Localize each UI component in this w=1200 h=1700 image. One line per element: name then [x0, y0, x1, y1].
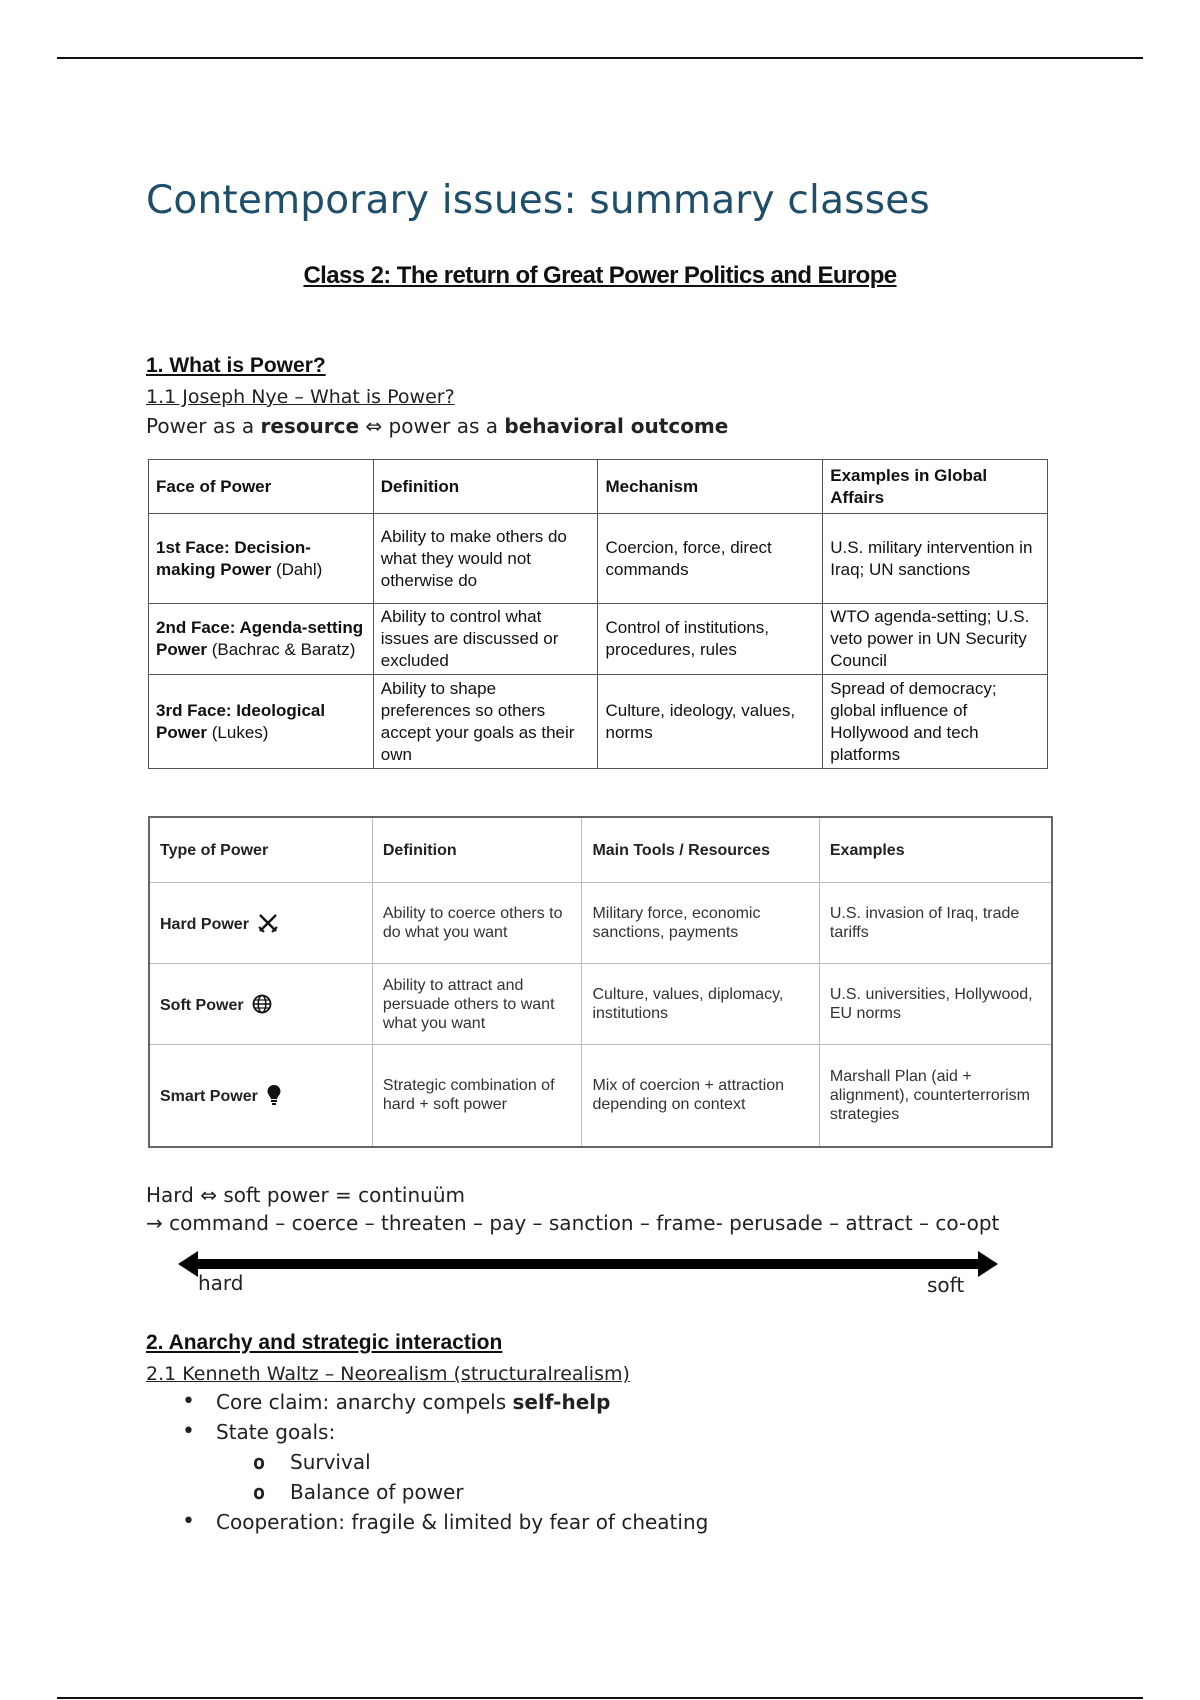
face-author: (Dahl) [271, 559, 323, 579]
power-type-cell [149, 964, 372, 1045]
section-2-heading: 2. Anarchy and strategic interaction [146, 1331, 503, 1354]
bullet-marker: • [182, 1509, 195, 1534]
power-type-name: Hard Power [160, 916, 249, 933]
section-2-1-subheading: 2.1 Kenneth Waltz – Neorealism (structuralrealism) [146, 1363, 630, 1385]
header-mechanism: Mechanism [598, 460, 823, 514]
definition-cell: Ability to shape preferences so others accept your goals as their own [373, 675, 598, 769]
text-bold-self-help: self-help [512, 1390, 611, 1414]
continuum-line: Hard ⇔ soft power = continuüm [146, 1183, 465, 1207]
header-examples: Examples [819, 817, 1052, 883]
table-row [149, 604, 1048, 675]
class-heading: Class 2: The return of Great Power Politics and Europe [303, 262, 897, 289]
mechanism-cell: Control of institutions, procedures, rules [598, 604, 823, 675]
bullet-marker: • [182, 1419, 195, 1444]
definition-cell: Ability to control what issues are discussed or excluded [373, 604, 598, 675]
tools-cell: Culture, values, diplomacy, institutions [582, 964, 819, 1045]
power-type-cell [149, 883, 372, 964]
definition-cell: Ability to attract and persuade others to want what you want [372, 964, 582, 1045]
header-type-of-power: Type of Power [149, 817, 372, 883]
hard-label: hard [198, 1271, 244, 1295]
document-title: Contemporary issues: summary classes [146, 178, 930, 223]
examples-cell: U.S. military intervention in Iraq; UN sanctions [823, 514, 1048, 604]
face-name: 1st Face: Decision-making Power [156, 537, 311, 579]
text-fragment: ⇔ power as a [359, 414, 505, 438]
face-author: (Lukes) [207, 722, 269, 742]
mechanism-cell: Coercion, force, direct commands [598, 514, 823, 604]
sub-bullet-marker: o [253, 1480, 266, 1504]
examples-cell: WTO agenda-setting; U.S. veto power in UN Security Council [823, 604, 1048, 675]
definition-cell: Ability to coerce others to do what you want [372, 883, 582, 964]
sub-bullet-marker: o [253, 1450, 266, 1474]
header-face-of-power: Face of Power [149, 460, 374, 514]
hard-soft-arrow [178, 1249, 998, 1279]
text-bold-resource: resource [260, 414, 360, 438]
text-fragment: Power as a [146, 414, 261, 438]
header-definition: Definition [372, 817, 582, 883]
section-1-heading: 1. What is Power? [146, 354, 326, 377]
header-examples: Examples in Global Affairs [823, 460, 1048, 514]
faces-of-power-table [148, 459, 1048, 769]
power-type-cell [149, 1045, 372, 1147]
definition-cell: Strategic combination of hard + soft power [372, 1045, 582, 1147]
header-definition: Definition [373, 460, 598, 514]
power-definition-line [146, 414, 728, 438]
bottom-rule [57, 1697, 1143, 1699]
bullet-text: State goals: [216, 1420, 336, 1444]
table-row [149, 514, 1048, 604]
soft-label: soft [927, 1273, 965, 1297]
bullet-text: Cooperation: fragile & limited by fear of cheating [216, 1510, 709, 1534]
definition-cell: Ability to make others do what they would not otherwise do [373, 514, 598, 604]
top-rule [57, 57, 1143, 59]
sub-bullet-text: Balance of power [290, 1480, 464, 1504]
globe-icon [252, 994, 272, 1014]
face-name-cell [149, 514, 374, 604]
power-type-name: Smart Power [160, 1088, 258, 1106]
crossed-swords-icon [257, 912, 279, 934]
examples-cell: Marshall Plan (aid + alignment), counterterrorism strategies [819, 1045, 1052, 1147]
power-type-name: Soft Power [160, 996, 244, 1014]
section-1-1-subheading: 1.1 Joseph Nye – What is Power? [146, 386, 455, 408]
table-row [149, 964, 1052, 1045]
bullet-text [216, 1390, 610, 1414]
tools-cell: Mix of coercion + attraction depending on context [582, 1045, 819, 1147]
face-name: 2nd Face: Agenda-setting Power [156, 618, 364, 659]
table-row [149, 675, 1048, 769]
mechanism-cell: Culture, ideology, values, norms [598, 675, 823, 769]
sub-bullet-text: Survival [290, 1450, 371, 1474]
face-name-cell [149, 604, 374, 675]
text-fragment: Core claim: anarchy compels [216, 1390, 513, 1414]
power-spectrum-line: → command – coerce – threaten – pay – sanction – frame- perusade – attract – co-opt [146, 1211, 1000, 1235]
face-name: 3rd Face: Ideological Power [156, 700, 326, 742]
bullet-marker: • [182, 1389, 195, 1414]
table-row [149, 883, 1052, 964]
examples-cell: Spread of democracy; global influence of Hollywood and tech platforms [823, 675, 1048, 769]
tools-cell: Military force, economic sanctions, payments [582, 883, 819, 964]
table-row [149, 1045, 1052, 1147]
text-bold-outcome: behavioral outcome [504, 414, 729, 438]
table-header-row [149, 817, 1052, 883]
examples-cell: U.S. universities, Hollywood, EU norms [819, 964, 1052, 1045]
header-tools: Main Tools / Resources [582, 817, 819, 883]
table-header-row [149, 460, 1048, 514]
examples-cell: U.S. invasion of Iraq, trade tariffs [819, 883, 1052, 964]
face-name-cell [149, 675, 374, 769]
lightbulb-icon [266, 1084, 282, 1106]
face-author: (Bachrac & Baratz) [207, 640, 356, 659]
types-of-power-table [148, 816, 1053, 1148]
